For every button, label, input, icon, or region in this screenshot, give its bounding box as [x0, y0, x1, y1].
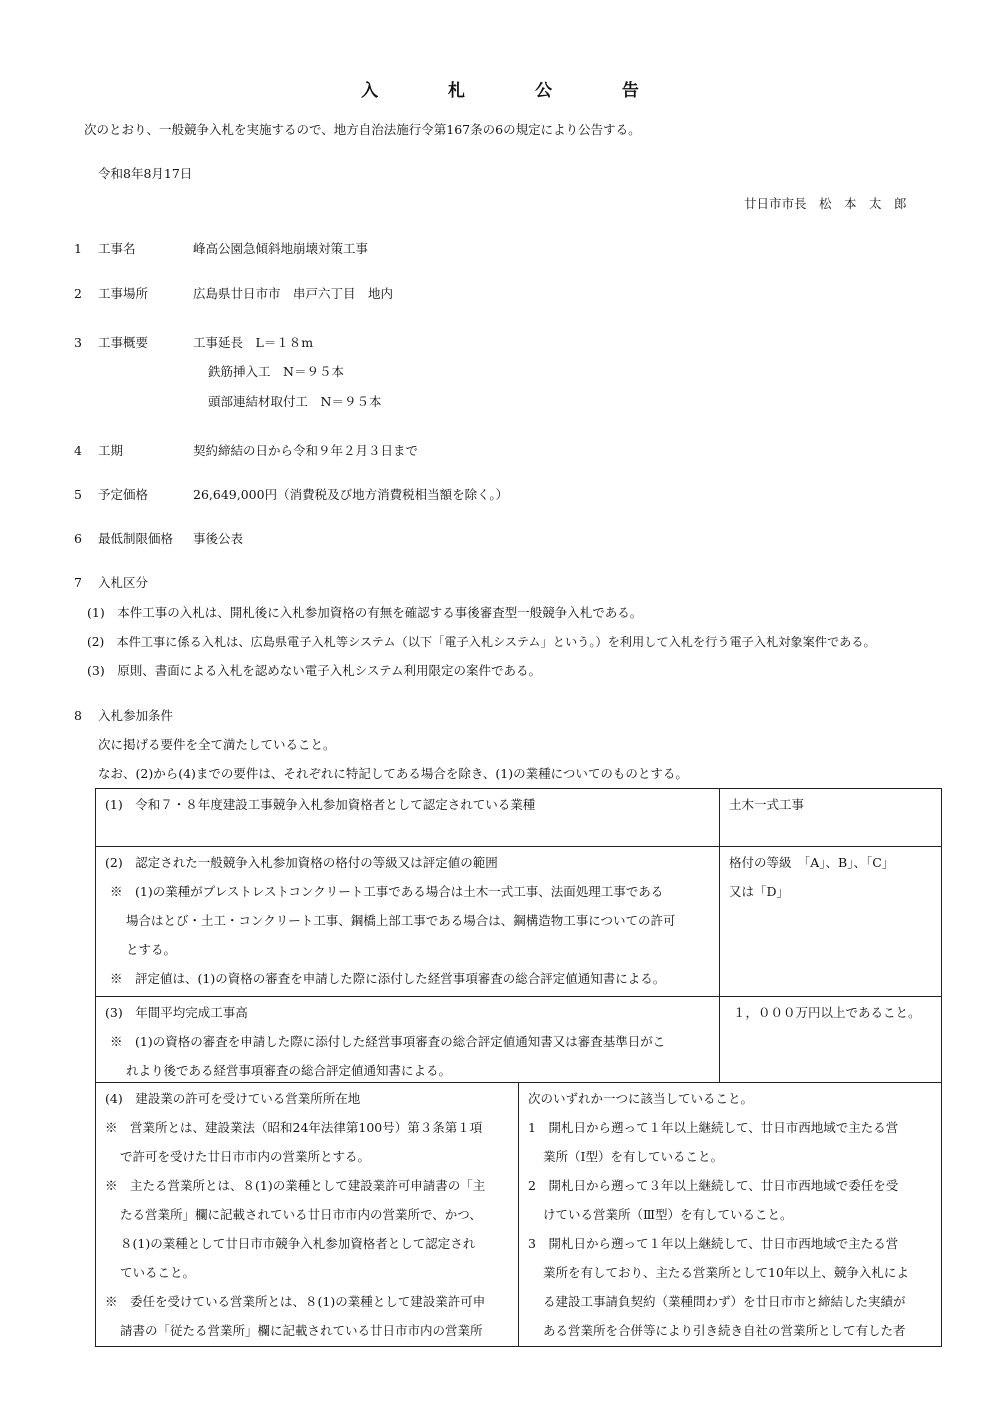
table-cell: [96, 789, 720, 847]
table-cell-text: けている営業所（Ⅲ型）を有していること。: [543, 1207, 793, 1222]
table-cell-text: ※ 委任を受けている営業所とは、８(1)の業種として建設業許可申: [105, 1294, 486, 1309]
table-cell-text: (3) 年間平均完成工事高: [105, 1005, 248, 1020]
table-row: [96, 847, 942, 997]
table-cell-text: ※ (1)の業種がプレストレストコンクリート工事である場合は土木一式工事、法面処理工事である: [110, 884, 664, 899]
table-cell-text: １，０００万円以上であること。: [733, 1005, 921, 1020]
table-cell: [96, 847, 720, 997]
item-3-line: 工事延長 L＝１８m: [193, 335, 314, 350]
item-1-label: 工事名: [98, 241, 136, 256]
issuer-name: 廿日市市長 松 本 太 郎: [744, 196, 907, 211]
table-cell-text: 又は「D」: [729, 884, 790, 899]
table-cell-text: ※ 評定値は、(1)の資格の審査を申請した際に添付した経営事項審査の総合評定値通知書による。: [110, 971, 666, 986]
table-cell-text: 3 開札日から遡って１年以上継続して、廿日市西地域で主たる営: [528, 1236, 899, 1251]
item-7-line: (3) 原則、書面による入札を認めない電子入札システム利用限定の案件である。: [87, 663, 541, 678]
item-1-number: 1: [74, 241, 82, 256]
item-7-line: (1) 本件工事の入札は、開札後に入札参加資格の有無を確認する事後審査型一般競争入札である。: [87, 605, 643, 620]
item-3-line: 頭部連結材取付工 N＝９５本: [208, 394, 382, 409]
item-8-label: 入札参加条件: [98, 708, 174, 723]
table-cell-text: ある営業所を合併等により引き続き自社の営業所として有した者: [543, 1323, 906, 1338]
item-2-number: 2: [74, 286, 82, 301]
item-2-label: 工事場所: [98, 286, 149, 301]
table-cell-text: る建設工事請負契約（業種問わず）を廿日市市と締結した実績が: [543, 1294, 906, 1309]
table-cell-text: 土木一式工事: [729, 797, 805, 812]
table-cell-text: ※ 主たる営業所とは、８(1)の業種として建設業許可申請書の「主: [105, 1178, 486, 1193]
table-cell-text: ※ 営業所とは、建設業法（昭和24年法律第100号）第３条第１項: [105, 1120, 483, 1135]
item-5-number: 5: [74, 487, 82, 502]
item-6-label: 最低制限価格: [98, 531, 174, 546]
table-row: [96, 789, 942, 847]
table-cell-text: (2) 認定された一般競争入札参加資格の格付の等級又は評定値の範囲: [105, 855, 498, 870]
notice-date: 令和8年8月17日: [98, 166, 193, 181]
table-cell: [96, 1083, 519, 1347]
table-cell: [720, 789, 942, 847]
table-cell-text: 2 開札日から遡って３年以上継続して、廿日市西地域で委任を受: [528, 1178, 899, 1193]
item-3-label: 工事概要: [98, 335, 149, 350]
table-row: [96, 1083, 942, 1347]
item-4-number: 4: [74, 443, 82, 458]
table-cell: [519, 1083, 942, 1347]
table-cell-text: (1) 令和７・８年度建設工事競争入札参加資格者として認定されている業種: [105, 797, 536, 812]
item-8-line: 次に掲げる要件を全て満たしていること。: [98, 737, 336, 752]
item-3-line: 鉄筋挿入工 N＝９５本: [208, 364, 344, 379]
table-cell: [720, 997, 942, 1083]
item-8-number: 8: [74, 708, 82, 723]
table-cell-text: 場合はとび・土工・コンクリート工事、鋼橋上部工事である場合は、鋼構造物工事についての許可: [126, 913, 676, 928]
table-cell-text: ※ (1)の資格の審査を申請した際に添付した経営事項審査の総合評定値通知書又は審査基準日がこ: [110, 1034, 666, 1049]
table-cell-text: で許可を受けた廿日市市内の営業所とする。: [120, 1149, 371, 1164]
table-cell-text: たる営業所」欄に記載されている廿日市市内の営業所で、かつ、: [120, 1207, 482, 1222]
table-cell-text: ８(1)の業種として廿日市市競争入札参加資格者として認定され: [120, 1236, 476, 1251]
item-4-value: 契約締結の日から令和９年２月３日まで: [193, 443, 419, 458]
item-1-value: 峰高公園急傾斜地崩壊対策工事: [193, 241, 369, 256]
table-cell-text: 格付の等級 「A」、B」、「C」: [729, 855, 895, 870]
item-7-line: (2) 本件工事に係る入札は、広島県電子入札等システム（以下「電子入札システム」という。）を利用して入札を行う電子入札対象案件である。: [87, 635, 876, 649]
table-cell-text: 次のいずれか一つに該当していること。: [528, 1091, 754, 1106]
table-cell-text: れより後である経営事項審査の総合評定値通知書による。: [126, 1063, 452, 1078]
table-cell-text: 業所（Ⅰ型）を有していること。: [543, 1149, 723, 1164]
table-cell-text: とする。: [126, 942, 177, 957]
conditions-table: [95, 788, 942, 1347]
item-7-number: 7: [74, 575, 82, 590]
item-8-line: なお、(2)から(4)までの要件は、それぞれに特記してある場合を除き、(1)の業種についてのものとする。: [98, 766, 688, 781]
table-cell-text: 請書の「従たる営業所」欄に記載されている廿日市市内の営業所: [120, 1323, 483, 1338]
table-cell: [96, 997, 720, 1083]
item-5-label: 予定価格: [98, 487, 149, 502]
item-5-value: 26,649,000円（消費税及び地方消費税相当額を除く。）: [193, 487, 509, 502]
table-cell-text: 業所を有しており、主たる営業所として10年以上、競争入札によ: [543, 1265, 909, 1280]
page-title: 入 札 公 告: [361, 81, 671, 101]
table-cell-text: 1 開札日から遡って１年以上継続して、廿日市西地域で主たる営: [528, 1120, 899, 1135]
table-cell: [720, 847, 942, 997]
table-cell-text: (4) 建設業の許可を受けている営業所所在地: [105, 1091, 361, 1106]
item-3-number: 3: [74, 335, 82, 350]
item-6-number: 6: [74, 531, 82, 546]
intro-text: 次のとおり、一般競争入札を実施するので、地方自治法施行令第167条の6の規定により公告する。: [84, 122, 641, 137]
item-2-value: 広島県廿日市市 串戸六丁目 地内: [193, 286, 394, 301]
item-7-label: 入札区分: [98, 575, 149, 590]
item-4-label: 工期: [98, 443, 124, 458]
table-row: [96, 997, 942, 1083]
table-cell-text: ていること。: [120, 1265, 196, 1280]
item-6-value: 事後公表: [193, 531, 244, 546]
